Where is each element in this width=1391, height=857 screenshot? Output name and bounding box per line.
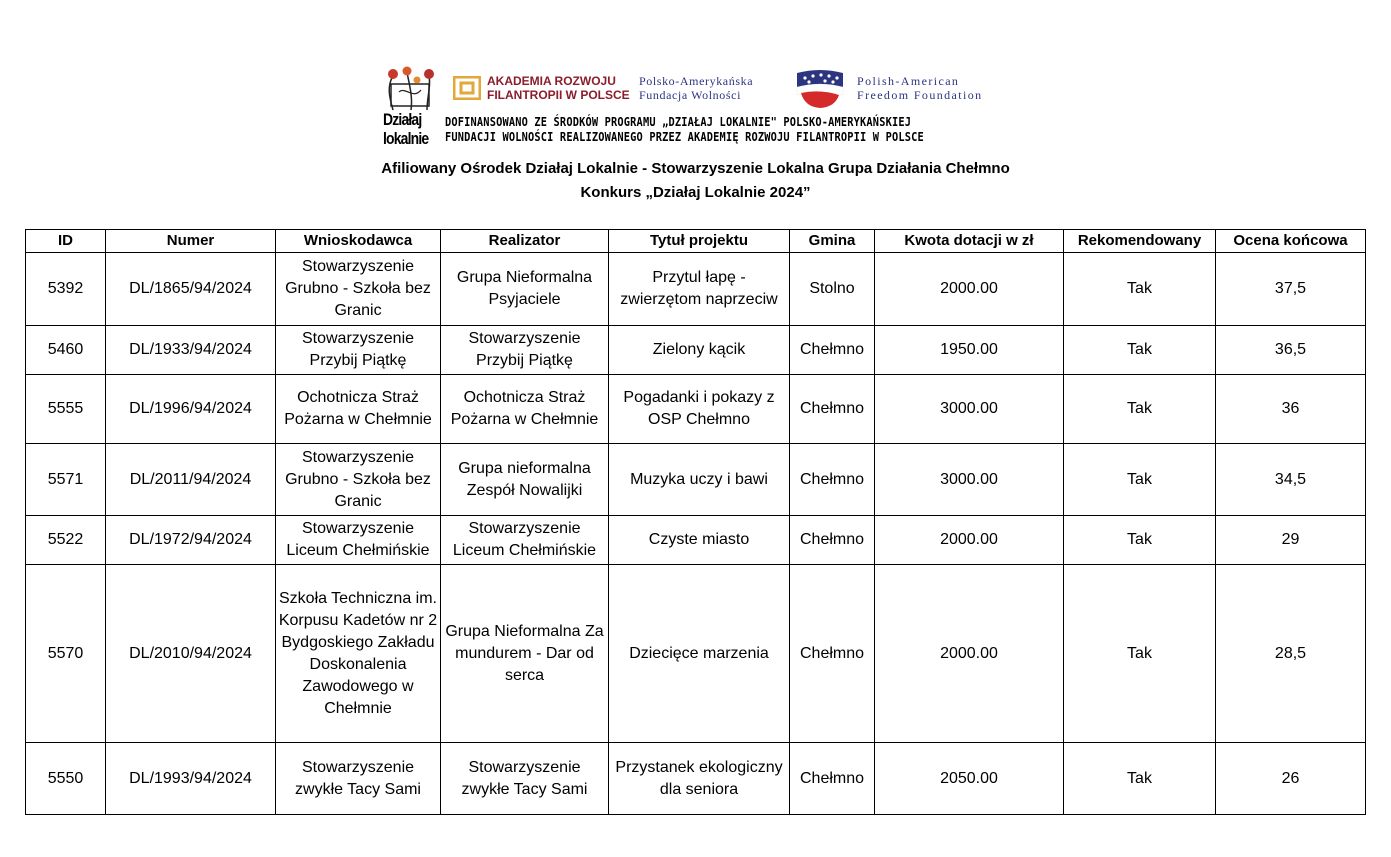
dzialaj-lokalnie-logo [383, 66, 439, 152]
cell-ocena: 37,5 [1216, 253, 1366, 326]
cell-wnioskodawca: Stowarzyszenie Grubno - Szkoła bez Granic [276, 253, 441, 326]
table-row [26, 516, 1366, 565]
cell-id: 5392 [26, 253, 106, 326]
cell-kwota: 3000.00 [875, 375, 1064, 444]
arfp-logo-text [487, 74, 630, 102]
cell-gmina: Stolno [790, 253, 875, 326]
table-row [26, 375, 1366, 444]
cell-gmina: Chełmno [790, 444, 875, 516]
cell-rekomendowany: Tak [1064, 253, 1216, 326]
cell-kwota: 2000.00 [875, 516, 1064, 565]
cell-ocena: 26 [1216, 743, 1366, 815]
pafw-logo-text [639, 74, 753, 102]
cell-rekomendowany: Tak [1064, 743, 1216, 815]
cell-rekomendowany: Tak [1064, 516, 1216, 565]
funding-statement [445, 115, 924, 145]
cell-numer: DL/2011/94/2024 [106, 444, 276, 516]
cell-realizator: Grupa Nieformalna Za mundurem - Dar od serca [441, 565, 609, 743]
header-realizator: Realizator [441, 230, 609, 253]
cell-gmina: Chełmno [790, 516, 875, 565]
cell-id: 5555 [26, 375, 106, 444]
cell-numer: DL/1865/94/2024 [106, 253, 276, 326]
cell-wnioskodawca: Stowarzyszenie Przybij Piątkę [276, 326, 441, 375]
cell-numer: DL/1993/94/2024 [106, 743, 276, 815]
cell-ocena: 36,5 [1216, 326, 1366, 375]
cell-wnioskodawca: Stowarzyszenie Grubno - Szkoła bez Granic [276, 444, 441, 516]
arfp-line2: FILANTROPII W POLSCE [487, 88, 630, 102]
cell-ocena: 29 [1216, 516, 1366, 565]
table-header-row [26, 230, 1366, 253]
cell-kwota: 2000.00 [875, 253, 1064, 326]
cell-realizator: Stowarzyszenie Liceum Chełmińskie [441, 516, 609, 565]
cell-realizator: Ochotnicza Straż Pożarna w Chełmnie [441, 375, 609, 444]
cell-realizator: Grupa Nieformalna Psyjaciele [441, 253, 609, 326]
flowers-icon [383, 66, 439, 112]
cell-gmina: Chełmno [790, 375, 875, 444]
table-row [26, 253, 1366, 326]
document-title: Afiliowany Ośrodek Działaj Lokalnie - Stowarzyszenie Lokalna Grupa Działania Chełmno [381, 160, 1010, 177]
cell-numer: DL/1933/94/2024 [106, 326, 276, 375]
header-kwota: Kwota dotacji w zł [875, 230, 1064, 253]
cell-tytul: Muzyka uczy i bawi [609, 444, 790, 516]
cell-id: 5571 [26, 444, 106, 516]
cell-realizator: Stowarzyszenie Przybij Piątkę [441, 326, 609, 375]
cell-kwota: 3000.00 [875, 444, 1064, 516]
cell-tytul: Dziecięce marzenia [609, 565, 790, 743]
paff-line1: Polish-American [857, 74, 960, 88]
arfp-line1: AKADEMIA ROZWOJU [487, 74, 616, 88]
cell-realizator: Grupa nieformalna Zespół Nowalijki [441, 444, 609, 516]
cell-id: 5550 [26, 743, 106, 815]
cell-numer: DL/1996/94/2024 [106, 375, 276, 444]
cell-kwota: 2000.00 [875, 565, 1064, 743]
flag-logo-icon [795, 69, 845, 109]
cell-ocena: 34,5 [1216, 444, 1366, 516]
cell-kwota: 2050.00 [875, 743, 1064, 815]
cell-gmina: Chełmno [790, 326, 875, 375]
cell-realizator: Stowarzyszenie zwykłe Tacy Sami [441, 743, 609, 815]
cell-tytul: Pogadanki i pokazy z OSP Chełmno [609, 375, 790, 444]
cell-tytul: Przytul łapę - zwierzętom naprzeciw [609, 253, 790, 326]
cell-id: 5460 [26, 326, 106, 375]
cell-ocena: 36 [1216, 375, 1366, 444]
cell-gmina: Chełmno [790, 743, 875, 815]
cell-tytul: Czyste miasto [609, 516, 790, 565]
header-rekomendowany: Rekomendowany [1064, 230, 1216, 253]
header-logos [383, 66, 1008, 152]
cell-numer: DL/1972/94/2024 [106, 516, 276, 565]
logo-word-dzialaj: Działaj [383, 110, 422, 129]
cell-wnioskodawca: Ochotnicza Straż Pożarna w Chełmnie [276, 375, 441, 444]
cell-wnioskodawca: Szkoła Techniczna im. Korpusu Kadetów nr 2 Bydgoskiego Zakładu Doskonalenia Zawodowego w Chełmnie [276, 565, 441, 743]
cell-rekomendowany: Tak [1064, 565, 1216, 743]
cell-wnioskodawca: Stowarzyszenie zwykłe Tacy Sami [276, 743, 441, 815]
header-wnioskodawca: Wnioskodawca [276, 230, 441, 253]
logo-word-lokalnie: lokalnie [383, 129, 429, 148]
paff-logo-text [857, 74, 983, 102]
results-table [25, 229, 1366, 815]
cell-numer: DL/2010/94/2024 [106, 565, 276, 743]
header-tytul: Tytuł projektu [609, 230, 790, 253]
cell-kwota: 1950.00 [875, 326, 1064, 375]
pafw-line1: Polsko-Amerykańska [639, 74, 754, 88]
table-row [26, 326, 1366, 375]
funding-line1: DOFINANSOWANO ZE ŚRODKÓW PROGRAMU „DZIAŁAJ LOKALNIE" POLSKO-AMERYKAŃSKIEJ [445, 115, 912, 129]
cell-gmina: Chełmno [790, 565, 875, 743]
cell-id: 5570 [26, 565, 106, 743]
cell-rekomendowany: Tak [1064, 444, 1216, 516]
cell-ocena: 28,5 [1216, 565, 1366, 743]
pafw-line2: Fundacja Wolności [639, 88, 741, 102]
header-numer: Numer [106, 230, 276, 253]
cell-rekomendowany: Tak [1064, 326, 1216, 375]
header-ocena: Ocena końcowa [1216, 230, 1366, 253]
arfp-logo-icon [453, 76, 481, 100]
header-gmina: Gmina [790, 230, 875, 253]
header-id: ID [26, 230, 106, 253]
cell-id: 5522 [26, 516, 106, 565]
cell-tytul: Zielony kącik [609, 326, 790, 375]
table-row [26, 565, 1366, 743]
table-row [26, 743, 1366, 815]
paff-line2: Freedom Foundation [857, 88, 983, 102]
cell-wnioskodawca: Stowarzyszenie Liceum Chełmińskie [276, 516, 441, 565]
table-row [26, 444, 1366, 516]
cell-tytul: Przystanek ekologiczny dla seniora [609, 743, 790, 815]
document-subtitle: Konkurs „Działaj Lokalnie 2024” [580, 184, 811, 201]
cell-rekomendowany: Tak [1064, 375, 1216, 444]
funding-line2: FUNDACJI WOLNOŚCI REALIZOWANEGO PRZEZ AKADEMIĘ ROZWOJU FILANTROPII W POLSCE [445, 130, 924, 144]
